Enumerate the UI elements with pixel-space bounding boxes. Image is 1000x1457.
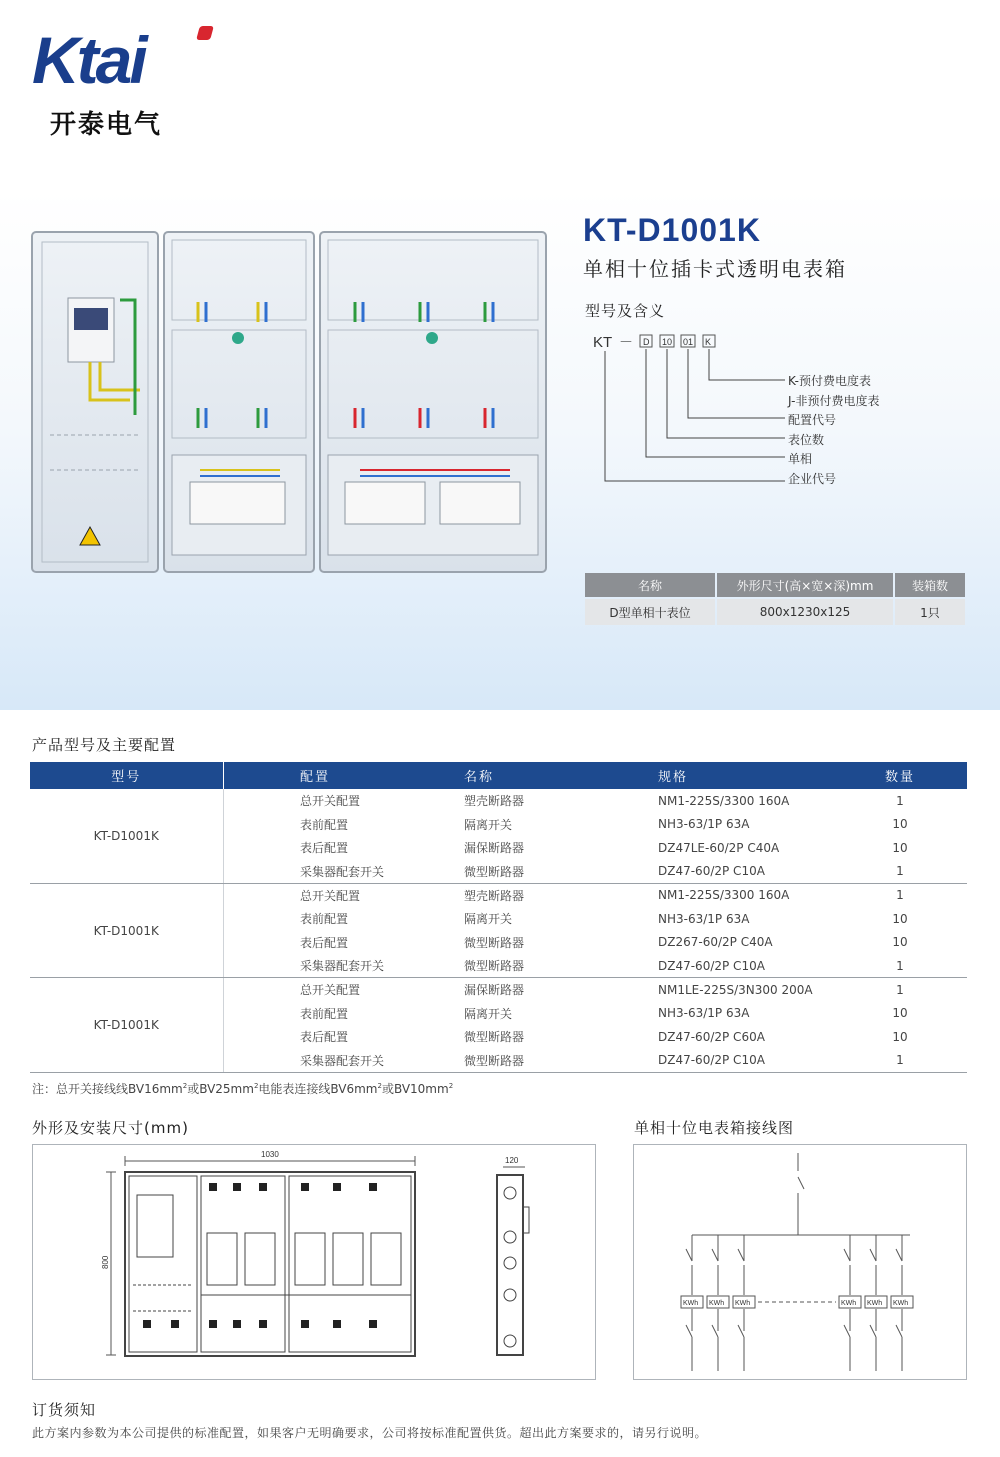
dimensions-section-title: 外形及安装尺寸(mm) xyxy=(32,1119,189,1137)
row-name: 微型断路器 xyxy=(464,860,658,884)
legend-single-phase: 单相 xyxy=(788,452,813,466)
row-qty: 1 xyxy=(833,1049,967,1073)
code-part-config: 01 xyxy=(683,337,694,347)
dim-height: 800 xyxy=(101,1255,110,1269)
row-model: KT-D1001K xyxy=(30,883,223,977)
config-table xyxy=(30,762,967,1073)
row-spec: DZ267-60/2P C40A xyxy=(658,935,773,950)
row-name: 微型断路器 xyxy=(464,954,658,978)
legend-company: 企业代号 xyxy=(788,472,837,486)
model-meaning-title: 型号及含义 xyxy=(585,302,666,320)
row-config: 表后配置 xyxy=(300,841,349,856)
product-title-block xyxy=(583,212,847,282)
spec-header-name: 名称 xyxy=(585,573,715,597)
meter-label: KWh xyxy=(893,1300,909,1307)
row-name: 微型断路器 xyxy=(464,1030,525,1045)
row-name: 隔离开关 xyxy=(464,817,513,832)
dim-depth: 120 xyxy=(505,1156,519,1165)
row-config: 采集器配套开关 xyxy=(300,1049,464,1073)
row-name: 漏保断路器 xyxy=(464,983,525,998)
row-spec: NM1LE-225S/3N300 200A xyxy=(658,982,813,997)
row-qty: 1 xyxy=(833,860,967,884)
row-config: 采集器配套开关 xyxy=(300,954,464,978)
row-name: 隔离开关 xyxy=(464,1006,513,1021)
row-name: 漏保断路器 xyxy=(464,841,525,856)
row-name: 塑壳断路器 xyxy=(464,888,525,903)
row-model: KT-D1001K xyxy=(30,789,223,883)
row-qty: 10 xyxy=(892,1029,908,1044)
row-qty: 10 xyxy=(892,840,908,855)
row-qty: 10 xyxy=(892,911,908,926)
row-spec: NH3-63/1P 63A xyxy=(658,817,750,832)
row-name: 微型断路器 xyxy=(464,935,525,950)
row-name: 隔离开关 xyxy=(464,912,513,927)
row-spec: DZ47-60/2P C10A xyxy=(658,860,833,884)
meter-label: KWh xyxy=(683,1300,699,1307)
code-part-positions: 10 xyxy=(662,337,673,347)
row-spec: NM1-225S/3300 160A xyxy=(658,888,790,903)
wiring-diagram-frame xyxy=(633,1144,967,1380)
row-spec: NM1-225S/3300 160A xyxy=(658,793,790,808)
row-name: 微型断路器 xyxy=(464,1049,658,1073)
row-config: 总开关配置 xyxy=(300,983,361,998)
config-section-title: 产品型号及主要配置 xyxy=(32,736,177,754)
legend-k: K-预付费电度表 xyxy=(788,374,871,388)
product-image xyxy=(30,230,550,580)
order-section-title: 订货须知 xyxy=(32,1401,97,1419)
config-header-spec: 规格 xyxy=(658,762,833,789)
model-code-diagram xyxy=(585,325,925,495)
config-header-config: 配置 xyxy=(300,762,464,789)
brand-logo xyxy=(30,22,220,140)
row-qty: 10 xyxy=(892,935,908,950)
legend-positions: 表位数 xyxy=(788,433,825,447)
code-prefix: KT xyxy=(593,334,613,351)
dimension-drawing xyxy=(33,1145,595,1379)
row-qty: 1 xyxy=(833,954,967,978)
spec-name: D型单相十表位 xyxy=(585,599,715,625)
meter-label: KWh xyxy=(709,1300,725,1307)
dim-width: 1030 xyxy=(261,1150,279,1159)
row-qty: 10 xyxy=(892,1006,908,1021)
row-config: 表后配置 xyxy=(300,935,349,950)
row-spec: DZ47-60/2P C60A xyxy=(658,1029,765,1044)
config-header-qty: 数量 xyxy=(833,762,967,789)
row-qty: 1 xyxy=(896,793,904,808)
spec-header-pack: 装箱数 xyxy=(895,573,965,597)
spec-pack: 1只 xyxy=(895,599,965,625)
spec-table xyxy=(583,571,967,627)
row-model: KT-D1001K xyxy=(30,978,223,1072)
wiring-note: 注：总开关接线线$BV16mm^2$或$BV25mm^2$电能表连接线$BV6mm^2$或$BV10mm^2$ xyxy=(32,1082,454,1096)
logo-red-accent xyxy=(196,26,214,40)
row-spec: DZ47-60/2P C10A xyxy=(658,1049,833,1073)
meter-label: KWh xyxy=(867,1300,883,1307)
row-spec: DZ47-60/2P C10A xyxy=(658,954,833,978)
row-config: 表前配置 xyxy=(300,912,349,927)
code-dash: － xyxy=(619,334,633,350)
wiring-section-title: 单相十位电表箱接线图 xyxy=(634,1119,795,1137)
row-config: 表后配置 xyxy=(300,1030,349,1045)
order-text: 此方案内参数为本公司提供的标准配置，如果客户无明确要求，公司将按标准配置供货。超出此方案要求的，请另行说明。 xyxy=(32,1426,708,1440)
dimension-drawing-frame xyxy=(32,1144,596,1380)
row-spec: NH3-63/1P 63A xyxy=(658,911,750,926)
row-name: 塑壳断路器 xyxy=(464,794,525,809)
row-qty: 1 xyxy=(896,888,904,903)
row-config: 表前配置 xyxy=(300,817,349,832)
row-spec: NH3-63/1P 63A xyxy=(658,1006,750,1021)
row-config: 总开关配置 xyxy=(300,888,361,903)
config-header-model: 型号 xyxy=(30,762,223,789)
config-header-name: 名称 xyxy=(464,762,658,789)
row-config: 采集器配套开关 xyxy=(300,860,464,884)
spec-header-size: 外形尺寸(高×宽×深)mm xyxy=(717,573,893,597)
row-config: 表前配置 xyxy=(300,1006,349,1021)
row-qty: 10 xyxy=(892,817,908,832)
table-row xyxy=(30,978,967,1002)
table-row xyxy=(30,883,967,907)
product-subtitle: 单相十位插卡式透明电表箱 xyxy=(583,257,847,281)
logo-wordmark: Ktai xyxy=(32,23,145,97)
meter-label: KWh xyxy=(735,1300,751,1307)
code-part-type: K xyxy=(705,337,712,347)
legend-j: J-非预付费电度表 xyxy=(788,394,880,408)
code-part-series: D xyxy=(643,337,650,347)
row-config: 总开关配置 xyxy=(300,794,361,809)
brand-name: 开泰电气 xyxy=(50,110,163,140)
table-row xyxy=(30,789,967,813)
product-model: KT-D1001K xyxy=(583,212,761,248)
legend-config: 配置代号 xyxy=(788,413,837,427)
row-qty: 1 xyxy=(896,982,904,997)
row-spec: DZ47LE-60/2P C40A xyxy=(658,840,780,855)
wiring-diagram xyxy=(634,1145,966,1379)
spec-size: 800x1230x125 xyxy=(717,599,893,625)
meter-label: KWh xyxy=(841,1300,857,1307)
